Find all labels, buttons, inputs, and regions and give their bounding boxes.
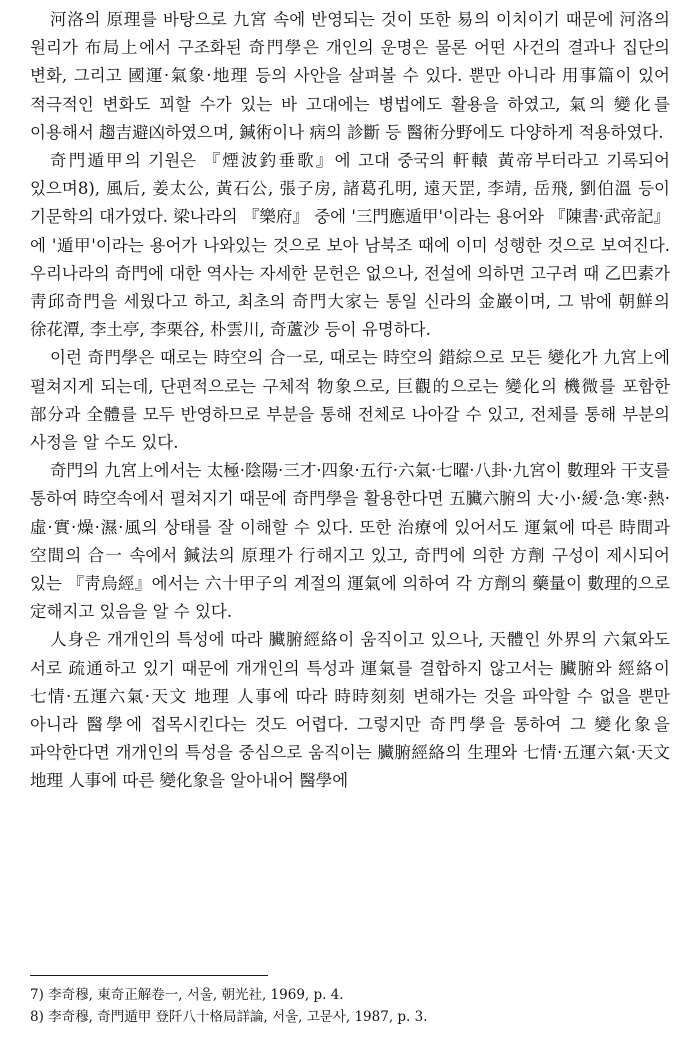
footnote-7: 7) 李奇穆, 東奇正解卷一, 서울, 朝光社, 1969, p. 4.: [30, 987, 344, 1003]
paragraph-3: 이런 奇門學은 때로는 時空의 合一로, 때로는 時空의 錯綜으로 모든 變化가 九宮上에 펼쳐지게 되는데, 단편적으로는 구체적 物象으로, 巨觀的으로는 變化의 機微를 포함한 部分과 全體를 모두 반영하므로 부분을 통해 전체로 나아갈 수 있고, 전체를 통해 부분의 사정을 알 수도 있다.: [30, 348, 670, 453]
paragraph-4: 奇門의 九宮上에서는 太極·陰陽·三才·四象·五行·六氣·七曜·八卦·九宮이 數理와 干支를 통하여 時空속에서 펼쳐지기 때문에 奇門學을 활용한다면 五臟六腑의 大·小·緩·急·寒·熱·虛·實·燥·濕·風의 상태를 잘 이해할 수 있다. 또한 治療에 있어서도 運氣에 따른 時間과 空間의 合一 속에서 鍼法의 原理가 行해지고 있고, 奇門에 의한 方劑 구성이 제시되어 있는 『靑烏經』에서는 六十甲子의 계절의 運氣에 의하여 각 方劑의 藥量이 數理的으로 定해지고 있음을 알 수 있다.: [30, 461, 671, 622]
footnote-separator: [30, 975, 268, 976]
footnote-8: 8) 李奇穆, 奇門遁甲 登阡八十格局詳論, 서울, 고문사, 1987, p. 3.: [30, 1009, 428, 1025]
paragraph-1: 河洛의 原理를 바탕으로 九宮 속에 반영되는 것이 또한 易의 이치이기 때문에 河洛의 원리가 布局上에서 구조화된 奇門學은 개인의 운명은 물론 어떤 사건의 결과나 집단의 변화, 그리고 國運·氣象·地理 등의 사안을 살펴볼 수 있다. 뿐만 아니라 用事篇이 있어 적극적인 변화도 꾀할 수가 있는 바 고대에는 병법에도 활용을 하였고, 氣의 變化를 이용해서 趨吉避凶하였으며, 鍼術이나 病의 診斷 등 醫術分野에도 다양하게 적용하였다.: [30, 10, 670, 142]
paragraph-5: 人身은 개개인의 특성에 따라 臟腑經絡이 움직이고 있으나, 天體인 外界의 六氣와도 서로 疏通하고 있기 때문에 개개인의 특성과 運氣를 결합하지 않고서는 臟腑와 經絡이 七情·五運六氣·天文 地理 人事에 따라 時時刻刻 변해가는 것을 파악할 수 없을 뿐만 아니라 醫學에 접목시킨다는 것도 어렵다. 그렇지만 奇門學을 통하여 그 變化象을 파악한다면 개개인의 특성을 중심으로 움직이는 臟腑經絡의 生理와 七情·五運六氣·天文 地理 人事에 따른 變化象을 알아내어 醫學에: [30, 630, 670, 791]
body-text: [30, 6, 670, 796]
paragraph-2: 奇門遁甲의 기원은 『煙波釣垂歌』에 고대 중국의 軒轅 黃帝부터라고 기록되어 있으며8), 風后, 姜太公, 黃石公, 張子房, 諸葛孔明, 遠天罡, 李靖, 岳飛, 劉伯溫 등이 기문학의 대가였다. 梁나라의 『樂府』 중에 '三門應遁甲'이라는 용어와 『陳書·武帝記』에 '遁甲'이라는 용어가 나와있는 것으로 보아 남북조 때에 이미 성행한 것으로 보여진다. 우리나라의 奇門에 대한 역사는 자세한 문헌은 없으나, 전설에 의하면 고구려 때 乙巴素가 靑邱奇門을 세웠다고 하고, 최초의 奇門大家는 통일 신라의 金巖이며, 그 밖에 朝鮮의 徐花潭, 李土亭, 李栗谷, 朴雲川, 奇蘆沙 등이 유명하다.: [30, 151, 670, 340]
footnotes: [30, 984, 670, 1028]
